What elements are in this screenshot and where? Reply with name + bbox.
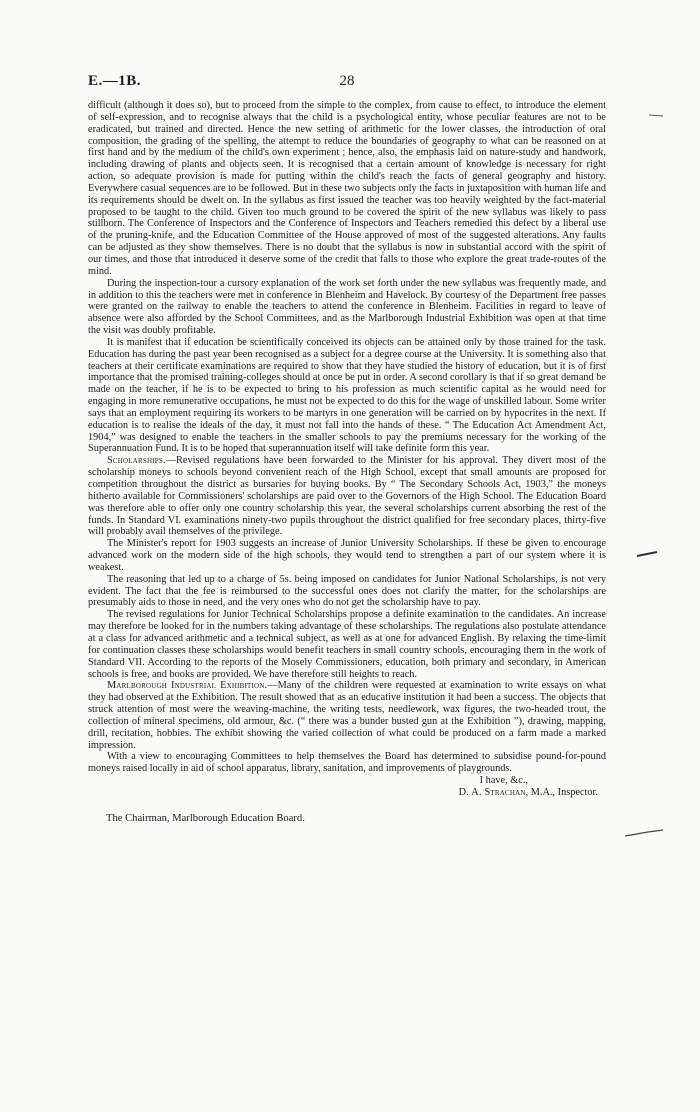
paragraph-exhibition bbox=[88, 680, 606, 751]
exhibition-text: —Many of the children were requested at examination to write essays on what they had observed at the Exhibition. The result showed that as an educative institution it had been a success. The objects that struck attention of most were the weaving-machine, the writing tests, needlework, wax figures, the two-headed trout, the collection of mineral specimens, old armour, &c. (“ there was a bunder busted gun at the Exhibition ”), drawing, mapping, drill, recitation, hobbies. The exhibit showing the varied collection of what could be produced on a farm made a marked impression. bbox=[88, 680, 606, 751]
page-number: 28 bbox=[339, 73, 355, 89]
signature-name: D. A. Strachan bbox=[458, 787, 526, 799]
paragraph-scholarships bbox=[88, 455, 606, 538]
exhibition-heading: Marlborough Industrial Exhibition. bbox=[107, 680, 268, 692]
signature bbox=[459, 787, 598, 799]
paragraph-training: It is manifest that if education be scientifically conceived its objects can be attained only by those trained for the task. Education has during the past year been recognised as a subject for a degree course at the University. It is something also that teachers at their certificate examinations are required to show that they have studied the history of education, but it is of first importance that the promised training-colleges should at once be put in order. A second corollary is that if so great demand be made on the teacher, if he is to be expected to bring to his profession as much scientific capital as he would need for engaging in more remunerative occupations, he must not be expected to do this for the wage of unskilled labour. Some writer says that an employment requiring its workers to be martyrs in one generation will be carried on by hypocrites in the next. If education is to realise the ideals of the day, it must not fall into the hands of these. “ The Education Act Amendment Act, 1904,” was designed to enable the teachers in the smaller schools to pay the premiums necessary for the working of the Superannuation Fund. It is to be hoped that superannuation itself will take definite form this year. bbox=[88, 336, 606, 455]
report-body bbox=[88, 100, 606, 825]
addressee: The Chairman, Marlborough Education Board. bbox=[106, 813, 305, 825]
paragraph-university-scholarships: The Minister's report for 1903 suggests an increase of Junior University Scholarships. If these be given to encourage advanced work on the modern side of the high schools, they would tend to strengthen a part of our system where it is weakest. bbox=[88, 538, 606, 573]
scholarships-heading: Scholarships. bbox=[107, 455, 166, 467]
paragraph-national-scholarships: The reasoning that led up to a charge of 5s. being imposed on candidates for Junior National Scholarships, is not very evident. The fact that the fee is reimbursed to the successful ones does not clarify the matter, for the scholarships are presumably aids to those in need, and the very ones who do not get the scholarship have to pay. bbox=[88, 573, 606, 609]
page-header bbox=[88, 73, 606, 93]
signature-title: , M.A., Inspector. bbox=[525, 787, 598, 799]
salutation: I have, &c., bbox=[479, 775, 528, 787]
scholarships-text: —Revised regulations have been forwarded to the Minister for his approval. They divert most of the scholarship moneys to schools beyond convenient reach of the High School, except that small amounts are proposed for competition throughout the district as bursaries for buying books. By “ The Secondary Schools Act, 1903,” the moneys hitherto available for Commissioners' scholarships are paid over to the Governors of the High School. The Education Board was therefore able to offer only one country scholarship this year, the several scholarships current absorbing the rest of the funds. In Standard VI. examinations ninety-two pupils throughout the district qualified for free secondary places, thirty-five will probably avail themselves of the privilege. bbox=[88, 455, 606, 538]
margin-mark-top bbox=[648, 112, 664, 118]
paragraph-syllabus: difficult (although it does so), but to proceed from the simple to the complex, from cause to effect, to introduce the element of self-expression, and to recognise always that the child is a psychological entity, whose peculiar features are not to be eradicated, but trained and directed. Hence the new setting of arithmetic for the lower classes, the introduction of oral composition, the grading of the spelling, the attempt to reduce the boundaries of geography to what can be reasoned on at first hand and by the medium of the child's own experiment ; hence, also, the emphasis laid on nature-study and handwork, including drawing of plants and objects seen. It is recognised that a certain amount of knowledge is necessary for right action, so adequate provision is made for putting within the child's reach the facts of general geography and history. Everywhere casual sequences are to be followed. But in these two subjects only the facts in juxtaposition with human life and its requirements should be dwelt on. In the syllabus as first issued the teacher was too heavily weighted by the fact-material proposed to be taught to the child. Given too much ground to be covered the spirit of the new syllabus was likely to pass stillborn. The Conference of Inspectors and the Conference of Inspectors and Teachers remedied this defect by a liberal use of the pruning-knife, and the Education Committee of the House approved of most of the suggested alterations. Any faults can be adjusted as they show themselves. There is no doubt that the syllabus is now in substantial accord with the spirit of our times, and those that introduced it deserve some of the credit that falls to those who explore the great trade-routes of the mind. bbox=[88, 100, 606, 277]
paragraph-technical-scholarships: The revised regulations for Junior Technical Scholarships propose a definite examination to the candidates. An increase may therefore be looked for in the numbers taking advantage of these scholarships. The regulations also postulate attendance at a class for advanced arithmetic and a technical subject, as well as at one for advanced English. By relaxing the time-limit for continuation classes these scholarships would benefit teachers in small country schools, encouraging them in the work of Standard VII. According to the reports of the Mosely Commissioners, education, both primary and secondary, in American schools is free, and books are provided. We have therefore still heights to reach. bbox=[88, 609, 606, 680]
margin-mark-middle bbox=[636, 550, 658, 558]
letter-closing bbox=[88, 775, 606, 799]
document-reference: E.—1B. bbox=[88, 73, 142, 89]
paragraph-subsidy: With a view to encouraging Committees to help themselves the Board has determined to subsidise pound-for-pound moneys raised locally in aid of school apparatus, library, sanitation, and improvements of playgrounds. bbox=[88, 751, 606, 775]
paragraph-inspection-tour: During the inspection-tour a cursory explanation of the work set forth under the new syllabus was frequently made, and in addition to this the teachers were met in conference in Blenheim and Havelock. By courtesy of the Department free passes were granted on the railway to enable the teachers to attend the conference in Blenheim. Facilities in regard to leave of absence were also afforded by the School Committees, and as the Marlborough Industrial Exhibition was open at that time the visit was doubly profitable. bbox=[88, 277, 606, 337]
margin-mark-bottom bbox=[624, 828, 664, 838]
